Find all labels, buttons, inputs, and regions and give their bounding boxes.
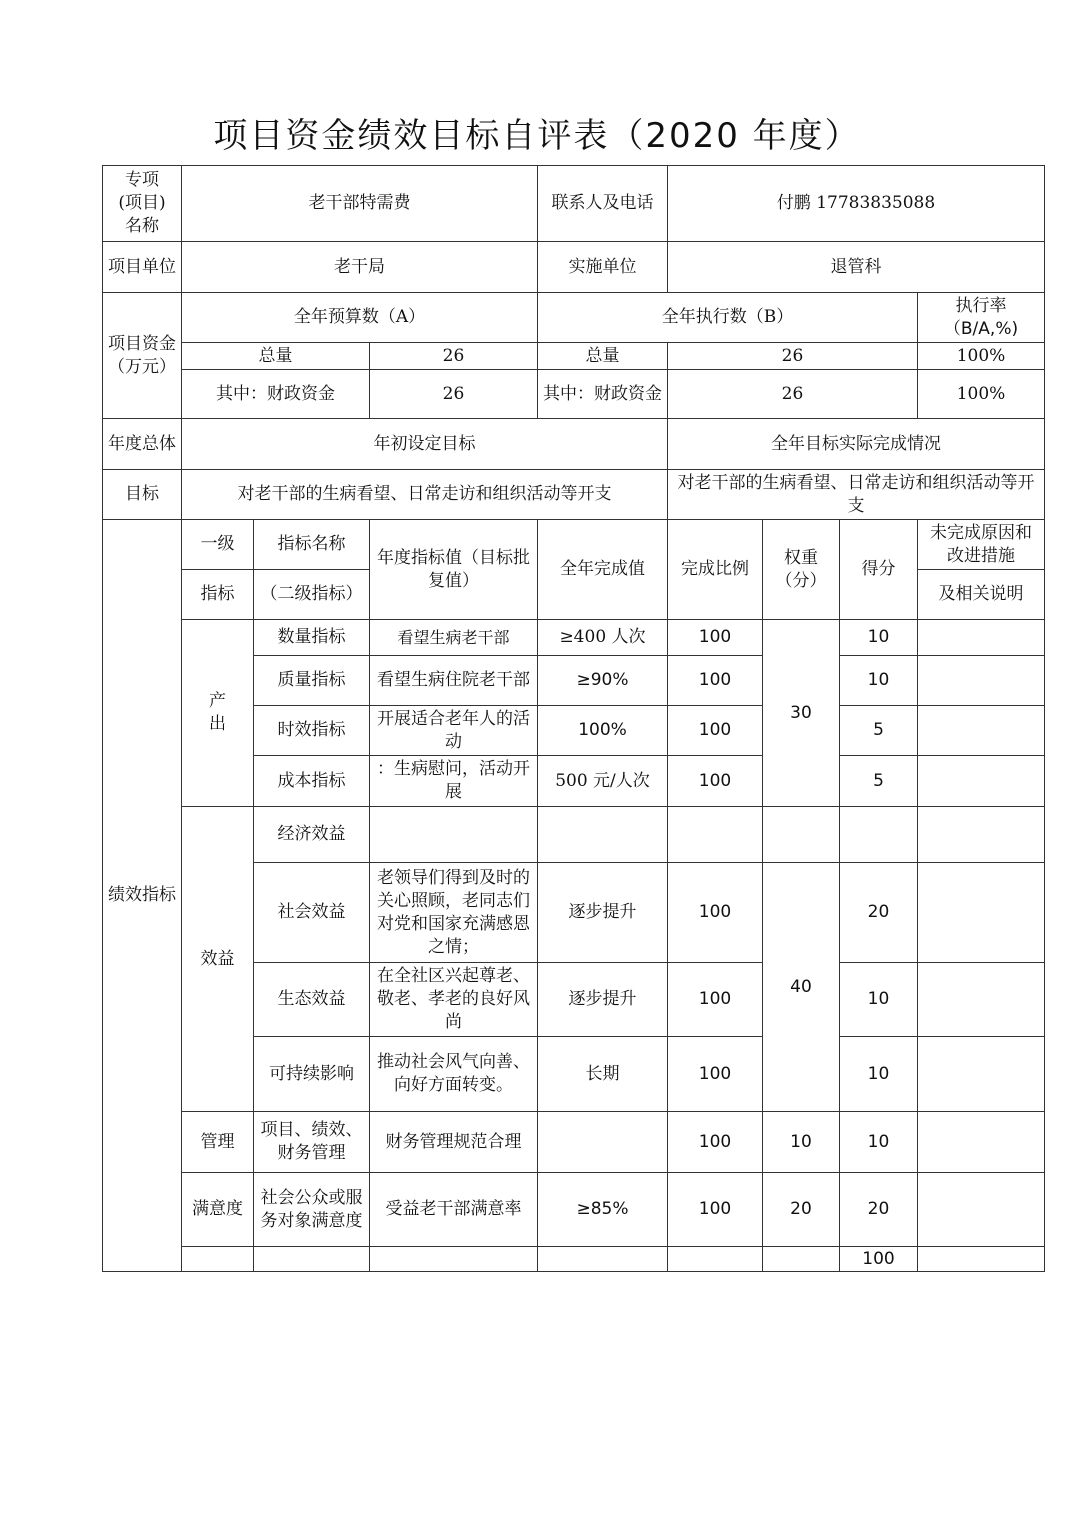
output-score: 5 — [840, 706, 918, 756]
output-target: 看望生病老干部 — [370, 620, 538, 656]
total-row-cell — [254, 1247, 370, 1272]
mgmt-reason — [918, 1112, 1045, 1173]
benefit-score: 10 — [840, 1037, 918, 1112]
benefit-name: 经济效益 — [254, 807, 370, 863]
output-reason — [918, 620, 1045, 656]
page-title: 项目资金绩效目标自评表（2020 年度） — [213, 116, 861, 156]
output-actual: ≥400 人次 — [538, 620, 668, 656]
actual-goal: 对老干部的生病看望、日常走访和组织活动等开支 — [668, 470, 1045, 520]
satis-weight: 20 — [763, 1173, 840, 1247]
col-level1-a: 一级 — [182, 520, 254, 570]
total-label-exec: 总量 — [538, 343, 668, 370]
output-ratio: 100 — [668, 756, 763, 807]
output-label: 产出 — [182, 620, 254, 807]
col-target: 年度指标值（目标批复值） — [370, 520, 538, 620]
mgmt-name: 项目、绩效、财务管理 — [254, 1112, 370, 1173]
col-name-a: 指标名称 — [254, 520, 370, 570]
col-actual: 全年完成值 — [538, 520, 668, 620]
satis-ratio: 100 — [668, 1173, 763, 1247]
benefit-reason — [918, 863, 1045, 963]
total-budget: 26 — [370, 343, 538, 370]
output-actual: ≥90% — [538, 656, 668, 706]
benefit-target: 推动社会风气向善、向好方面转变。 — [370, 1037, 538, 1112]
benefit-reason — [918, 807, 1045, 863]
benefit-reason — [918, 963, 1045, 1037]
col-weight: 权重（分） — [763, 520, 840, 620]
output-reason — [918, 706, 1045, 756]
mgmt-score: 10 — [840, 1112, 918, 1173]
project-name-value: 老干部特需费 — [182, 166, 538, 242]
benefit-actual: 逐步提升 — [538, 863, 668, 963]
project-name-label: 专项 (项目) 名称 — [103, 166, 182, 242]
benefit-actual: 逐步提升 — [538, 963, 668, 1037]
output-name: 时效指标 — [254, 706, 370, 756]
planned-goal: 对老干部的生病看望、日常走访和组织活动等开支 — [182, 470, 668, 520]
col-level1-b: 指标 — [182, 570, 254, 620]
benefit-weight: 40 — [763, 863, 840, 1112]
output-ratio: 100 — [668, 706, 763, 756]
contact-label: 联系人及电话 — [538, 166, 668, 242]
funds-label: 项目资金（万元） — [103, 293, 182, 419]
benefit-actual — [538, 807, 668, 863]
indicators-label: 绩效指标 — [103, 520, 182, 1272]
benefit-ratio — [668, 807, 763, 863]
satis-reason — [918, 1173, 1045, 1247]
benefit-name: 社会效益 — [254, 863, 370, 963]
total-weight: 100 — [840, 1247, 918, 1272]
output-target: 看望生病住院老干部 — [370, 656, 538, 706]
benefit-target: 在全社区兴起尊老、敬老、孝老的良好风尚 — [370, 963, 538, 1037]
output-actual: 500 元/人次 — [538, 756, 668, 807]
satis-actual: ≥85% — [538, 1173, 668, 1247]
output-score: 10 — [840, 620, 918, 656]
goals-label-bottom: 目标 — [103, 470, 182, 520]
output-ratio: 100 — [668, 620, 763, 656]
col-reason-a: 未完成原因和改进措施 — [918, 520, 1045, 570]
benefit-ratio: 100 — [668, 1037, 763, 1112]
fiscal-rate: 100% — [918, 370, 1045, 419]
output-reason — [918, 656, 1045, 706]
total-exec: 26 — [668, 343, 918, 370]
goals-label-top: 年度总体 — [103, 419, 182, 470]
budget-header: 全年预算数（A） — [182, 293, 538, 343]
mgmt-ratio: 100 — [668, 1112, 763, 1173]
benefit-target — [370, 807, 538, 863]
col-reason-b: 及相关说明 — [918, 570, 1045, 620]
total-row-cell — [668, 1247, 763, 1272]
contact-value: 付鹏 17783835088 — [668, 166, 1045, 242]
total-row-cell — [763, 1247, 840, 1272]
output-score: 5 — [840, 756, 918, 807]
col-score: 得分 — [840, 520, 918, 620]
fiscal-budget: 26 — [370, 370, 538, 419]
mgmt-target: 财务管理规范合理 — [370, 1112, 538, 1173]
total-row-cell — [182, 1247, 254, 1272]
satis-target: 受益老干部满意率 — [370, 1173, 538, 1247]
output-reason — [918, 756, 1045, 807]
output-weight: 30 — [763, 620, 840, 807]
output-actual: 100% — [538, 706, 668, 756]
col-name-b: （二级指标） — [254, 570, 370, 620]
total-label: 总量 — [182, 343, 370, 370]
benefit-name: 生态效益 — [254, 963, 370, 1037]
mgmt-weight: 10 — [763, 1112, 840, 1173]
unit-value: 老干局 — [182, 242, 538, 293]
planned-goal-header: 年初设定目标 — [182, 419, 668, 470]
actual-goal-header: 全年目标实际完成情况 — [668, 419, 1045, 470]
mgmt-actual — [538, 1112, 668, 1173]
total-rate: 100% — [918, 343, 1045, 370]
benefit-target: 老领导们得到及时的关心照顾，老同志们对党和国家充满感恩之情； — [370, 863, 538, 963]
benefit-score: 10 — [840, 963, 918, 1037]
exec-header: 全年执行数（B） — [538, 293, 918, 343]
output-score: 10 — [840, 656, 918, 706]
rate-header: 执行率（B/A,%) — [918, 293, 1045, 343]
total-row-cell — [538, 1247, 668, 1272]
benefit-reason — [918, 1037, 1045, 1112]
total-row-cell — [370, 1247, 538, 1272]
satis-label: 满意度 — [182, 1173, 254, 1247]
mgmt-label: 管理 — [182, 1112, 254, 1173]
benefit-name: 可持续影响 — [254, 1037, 370, 1112]
fiscal-label: 其中：财政资金 — [182, 370, 370, 419]
fiscal-label-exec: 其中：财政资金 — [538, 370, 668, 419]
output-ratio: 100 — [668, 656, 763, 706]
output-target: ：生病慰问，活动开展 — [370, 756, 538, 807]
output-name: 成本指标 — [254, 756, 370, 807]
output-target: 开展适合老年人的活动 — [370, 706, 538, 756]
satis-score: 20 — [840, 1173, 918, 1247]
benefit-actual: 长期 — [538, 1037, 668, 1112]
output-name: 质量指标 — [254, 656, 370, 706]
fiscal-exec: 26 — [668, 370, 918, 419]
total-row-cell — [918, 1247, 1045, 1272]
unit-label: 项目单位 — [103, 242, 182, 293]
impl-unit-label: 实施单位 — [538, 242, 668, 293]
satis-name: 社会公众或服务对象满意度 — [254, 1173, 370, 1247]
benefit-label: 效益 — [182, 807, 254, 1112]
benefit-score: 20 — [840, 863, 918, 963]
benefit-ratio: 100 — [668, 963, 763, 1037]
self-evaluation-table — [102, 165, 1045, 1272]
benefit-weight-top — [763, 807, 840, 863]
output-name: 数量指标 — [254, 620, 370, 656]
benefit-ratio: 100 — [668, 863, 763, 963]
benefit-score — [840, 807, 918, 863]
col-ratio: 完成比例 — [668, 520, 763, 620]
impl-unit-value: 退管科 — [668, 242, 1045, 293]
